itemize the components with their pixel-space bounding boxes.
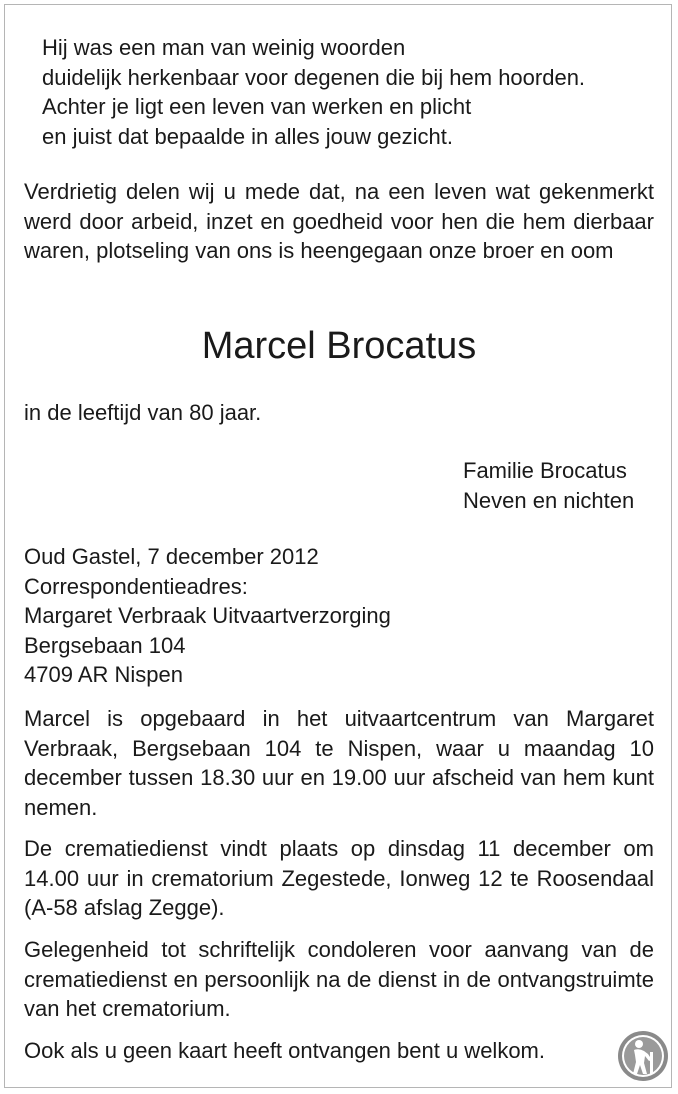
poem bbox=[42, 33, 662, 151]
address-postal-city: 4709 AR Nispen bbox=[24, 662, 183, 687]
age-line: in de leeftijd van 80 jaar. bbox=[24, 400, 262, 425]
signers bbox=[463, 456, 634, 515]
poem-line: en juist dat bepaalde in alles jouw gezicht. bbox=[42, 123, 453, 149]
deceased-name: Marcel Brocatus bbox=[201, 325, 477, 367]
poem-line: duidelijk herkenbaar voor degenen die bij hem hoorden. bbox=[42, 64, 586, 90]
place-date: Oud Gastel, 7 december 2012 bbox=[24, 544, 319, 569]
address-company: Margaret Verbraak Uitvaartverzorging bbox=[24, 603, 391, 628]
intro-paragraph: Verdrietig delen wij u mede dat, na een leven wat gekenmerkt werd door arbeid, inzet en goedheid voor hen die hem dierbaar waren, plotseling van ons is heengegaan onze broer en oom bbox=[24, 179, 654, 263]
viewing-paragraph: Marcel is opgebaard in het uitvaartcentrum van Margaret Verbraak, Bergsebaan 104 te Nispen, waar u maandag 10 december tussen 18.30 uur en 19.00 uur afscheid van hem kunt nemen. bbox=[24, 706, 654, 820]
correspondence-address bbox=[24, 542, 391, 690]
welcome-paragraph: Ook als u geen kaart heeft ontvangen bent u welkom. bbox=[24, 1038, 545, 1063]
poem-line: Achter je ligt een leven van werken en plicht bbox=[42, 94, 472, 119]
figure-silhouette-logo-icon bbox=[617, 1030, 669, 1082]
cremation-paragraph: De crematiedienst vindt plaats op dinsdag 11 december om 14.00 uur in crematorium Zegestede, Ionweg 12 te Roosendaal (A-58 afslag Zegge). bbox=[24, 836, 654, 920]
condolence-paragraph: Gelegenheid tot schriftelijk condoleren voor aanvang van de crematiedienst en persoonlijk na de dienst in de ontvangstruimte van het crematorium. bbox=[24, 937, 654, 1021]
address-street: Bergsebaan 104 bbox=[24, 632, 186, 658]
signer: Familie Brocatus bbox=[463, 458, 627, 483]
address-label: Correspondentieadres: bbox=[24, 573, 248, 599]
poem-line: Hij was een man van weinig woorden bbox=[42, 35, 406, 60]
signer: Neven en nichten bbox=[463, 487, 635, 513]
